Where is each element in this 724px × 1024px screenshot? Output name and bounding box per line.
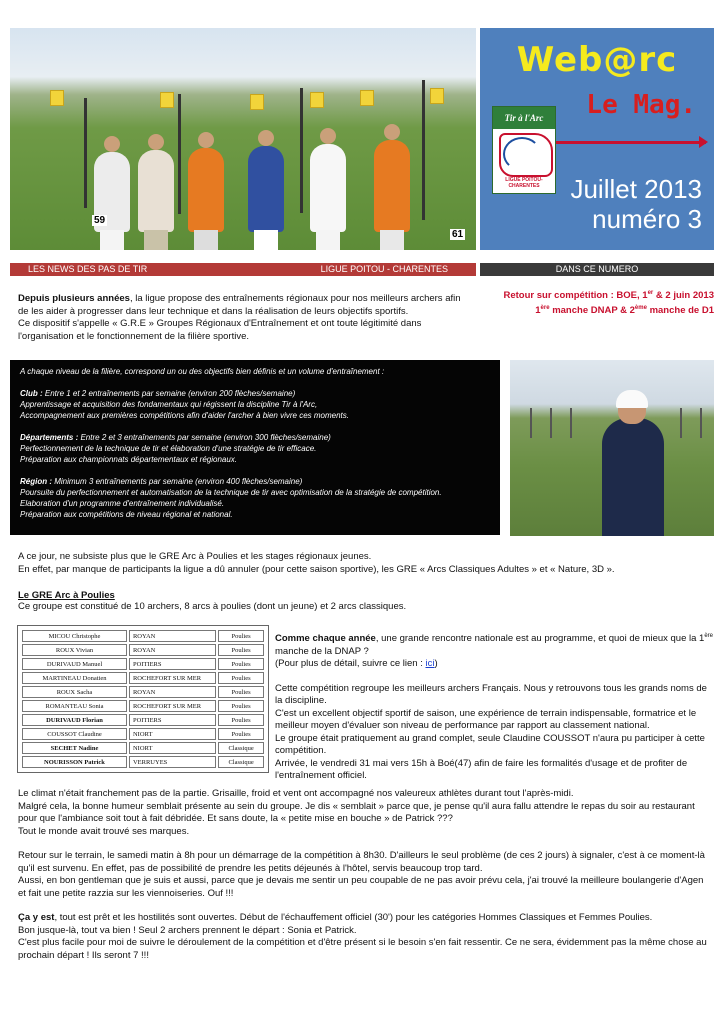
archer-club: NIORT bbox=[129, 742, 216, 754]
table-row bbox=[22, 630, 264, 642]
bib-number: 61 bbox=[452, 229, 464, 240]
table-row bbox=[22, 672, 264, 684]
archer-photo bbox=[510, 360, 714, 536]
archer-club: VERRUYES bbox=[129, 756, 216, 768]
table-row bbox=[22, 700, 264, 712]
archer-club: POITIERS bbox=[129, 714, 216, 726]
archer-name: ROUX Vivian bbox=[22, 644, 127, 656]
archer-name: SECHET Nadine bbox=[22, 742, 127, 754]
magazine-subtitle: Le Mag. bbox=[586, 90, 696, 120]
table-row bbox=[22, 714, 264, 726]
region-title: Région : bbox=[20, 477, 52, 486]
story-text: Le climat n'était franchement pas de la partie. Grisaille, froid et vent ont accompagné nos valeureux athlètes durant tout l'après-midi. Malgré cela, la bonne humeur semblait présente au sein du groupe. Je dis « semblait » parce que, je pense qu'il aura fallu attendre le repas du soir au restaurant pour que l'ambiance soit tout à fait débridée. Et sans doute, la « petite mise en bouche » de Patrick ??? Tout le monde avait trouvé ses marques. Retour sur le terrain, le samedi matin à 8h pour un démarrage de la compétition à 8h30. D'ailleurs le seul problème (de ces 2 jours) à signaler, c'est à ce moment-là qu'il est survenu. En effet, pas de possibilité de prendre les petits déjeunés à l'hôtel, servis beaucoup trop tard. Aussi, en bon gentleman que je suis et aussi, parce que je devais me sentir un peu coupable de ne pas avoir prévu cela, j'ai trouvé la meilleure boulangerie d'Agen et fait une petite razzia sur les viennoiseries. Ouf !!! Ça y est, tout est prêt et les hostilités sont ouvertes. Début de l'échauffement officiel (30') pour les catégories Hommes Classiques et Femmes Poulies. Bon jusque-là, tout va bien ! Seul 2 archers prennent le départ : Sonia et Patrick. C'est plus facile pour moi de suivre le déroulement de la compétition et d'être présent si le besoin s'en fait ressentir. Ce ne sera, évidemment pas la même chose au prochain départ ! Ils seront 7 !!! bbox=[18, 788, 707, 961]
archer-bow-type: Poulies bbox=[218, 686, 264, 698]
table-row bbox=[22, 728, 264, 740]
contents-bar: DANS CE NUMERO bbox=[480, 263, 714, 276]
archer-bow-type: Poulies bbox=[218, 700, 264, 712]
masthead bbox=[480, 28, 714, 250]
archer-club: ROCHEFORT SUR MER bbox=[129, 672, 216, 684]
issue-date bbox=[570, 174, 702, 234]
gre-text: Ce groupe est constitué de 10 archers, 8 arcs à poulies (dont un jeune) et 2 arcs classiques. bbox=[18, 601, 407, 612]
dnap-paragraph: Comme chaque année, une grande rencontre nationale est au programme, et quoi de mieux que la 1ère manche de la DNAP ? (Pour plus de détail, suivre ce lien : ici) Cette compétition regroupe les meilleurs archers Français. Nous y retrouvons tous les grands noms de la discipline. C'est un excellent objectif sportif de saison, une expérience de terrain indispensable, formatrice et le meilleur moyen d'évaluer son niveau de performance par rapport au classement national. Le groupe était pratiquement au grand complet, seule Claudine COUSSOT n'aura pu participer à cette compétition. Arrivée, le vendredi 31 mai vers 15h à Boé(47) afin de faire les formalités d'usage et de profiter de l'entraînement officiel. bbox=[275, 633, 714, 782]
archer-club: NIORT bbox=[129, 728, 216, 740]
section-title: LES NEWS DES PAS DE TIR bbox=[28, 264, 148, 274]
table-row bbox=[22, 644, 264, 656]
table-row bbox=[22, 686, 264, 698]
archer-name: COUSSOT Claudine bbox=[22, 728, 127, 740]
archer-club: ROYAN bbox=[129, 630, 216, 642]
departements-title: Départements : bbox=[20, 433, 79, 442]
contents-entry[interactable]: Retour sur compétition : BOE, 1er & 2 juin 2013 1ère manche DNAP & 2ème manche de D1 bbox=[503, 290, 714, 317]
section-league: LIGUE POITOU - CHARENTES bbox=[320, 264, 448, 274]
club-title: Club : bbox=[20, 389, 43, 398]
table-row bbox=[22, 658, 264, 670]
archer-name: MARTINEAU Donatien bbox=[22, 672, 127, 684]
roster-table bbox=[17, 625, 269, 773]
issue-number: numéro 3 bbox=[592, 204, 702, 234]
league-logo bbox=[492, 106, 556, 194]
archer-bow-type: Poulies bbox=[218, 658, 264, 670]
archer-club: POITIERS bbox=[129, 658, 216, 670]
gre-heading: Le GRE Arc à Poulies bbox=[18, 590, 115, 601]
issue-month: Juillet 2013 bbox=[570, 174, 702, 204]
archer-bow-type: Poulies bbox=[218, 644, 264, 656]
section-bar bbox=[10, 263, 476, 276]
details-link[interactable]: ici bbox=[425, 658, 435, 670]
table-row bbox=[22, 742, 264, 754]
archer-bow-type: Poulies bbox=[218, 630, 264, 642]
bib-number: 59 bbox=[94, 215, 106, 226]
bow-arc-icon bbox=[503, 137, 541, 171]
header-archery-photo bbox=[10, 28, 476, 250]
archer-bow-type: Poulies bbox=[218, 714, 264, 726]
intro-paragraph: Depuis plusieurs années, la ligue propose des entraînements régionaux pour nos meilleurs archers afin de les aider à progresser dans leur technique et dans la réalisation de leurs objectifs sportifs. Ce dispositif s'appelle « G.R.E » Groupes Régionaux d'Entraînement et ont toute légitimité dans l'organisation et le fonctionnement de la filière sportive. bbox=[18, 293, 461, 342]
archer-club: ROYAN bbox=[129, 686, 216, 698]
archer-name: MICOU Christophe bbox=[22, 630, 127, 642]
archer-name: NOURISSON Patrick bbox=[22, 756, 127, 768]
training-levels-box: A chaque niveau de la filière, correspond un ou des objectifs bien définis et un volume d'entraînement : Club : Entre 1 et 2 entraînements par semaine (environ 200 flèches/semaine) Apprentissage et acquisition des fondamentaux qui régissent la discipline Tir à l'Arc, Accompagnement aux premières compétitions afin d'aider l'archer à bien vivre ces moments. Départements : Entre 2 et 3 entraînements par semaine (environ 300 flèches/semaine) Perfectionnement de la technique de tir et élaboration d'une stratégie de tir efficace. Préparation aux championnats départementaux et régionaux. Région : Minimum 3 entraînements par semaine (environ 400 flèches/semaine) Poursuite du perfectionnement et automatisation de la technique de tir avec optimisation de la stratégie de compétition. Elaboration d'un programme d'entraînement individualisé. Préparation aux compétitions de niveau régional et national. bbox=[10, 360, 500, 535]
archer-club: ROYAN bbox=[129, 644, 216, 656]
magazine-brand: Web@rc bbox=[516, 40, 678, 80]
archer-name: DURIVAUD Florian bbox=[22, 714, 127, 726]
archer-name: ROMANTEAU Sonia bbox=[22, 700, 127, 712]
status-paragraph: A ce jour, ne subsiste plus que le GRE Arc à Poulies et les stages régionaux jeunes. En effet, par manque de participants la ligue a dû annuler (pour cette saison sportive), les GRE « Arcs Classiques Adultes » et « Nature, 3D ». bbox=[18, 551, 615, 575]
archer-club: ROCHEFORT SUR MER bbox=[129, 700, 216, 712]
archer-bow-type: Poulies bbox=[218, 728, 264, 740]
levels-intro: A chaque niveau de la filière, correspond un ou des objectifs bien définis et un volume d'entraînement : bbox=[20, 367, 385, 376]
arrow-icon bbox=[556, 141, 706, 144]
archer-bow-type: Classique bbox=[218, 742, 264, 754]
archer-name: ROUX Sacha bbox=[22, 686, 127, 698]
table-row bbox=[22, 756, 264, 768]
gre-section bbox=[18, 590, 708, 614]
logo-title: Tir à l'Arc bbox=[493, 107, 555, 129]
archer-name: DURIVAUD Manuel bbox=[22, 658, 127, 670]
archer-bow-type: Classique bbox=[218, 756, 264, 768]
logo-label: LIGUE POITOU-CHARENTES bbox=[505, 177, 543, 189]
archer-bow-type: Poulies bbox=[218, 672, 264, 684]
